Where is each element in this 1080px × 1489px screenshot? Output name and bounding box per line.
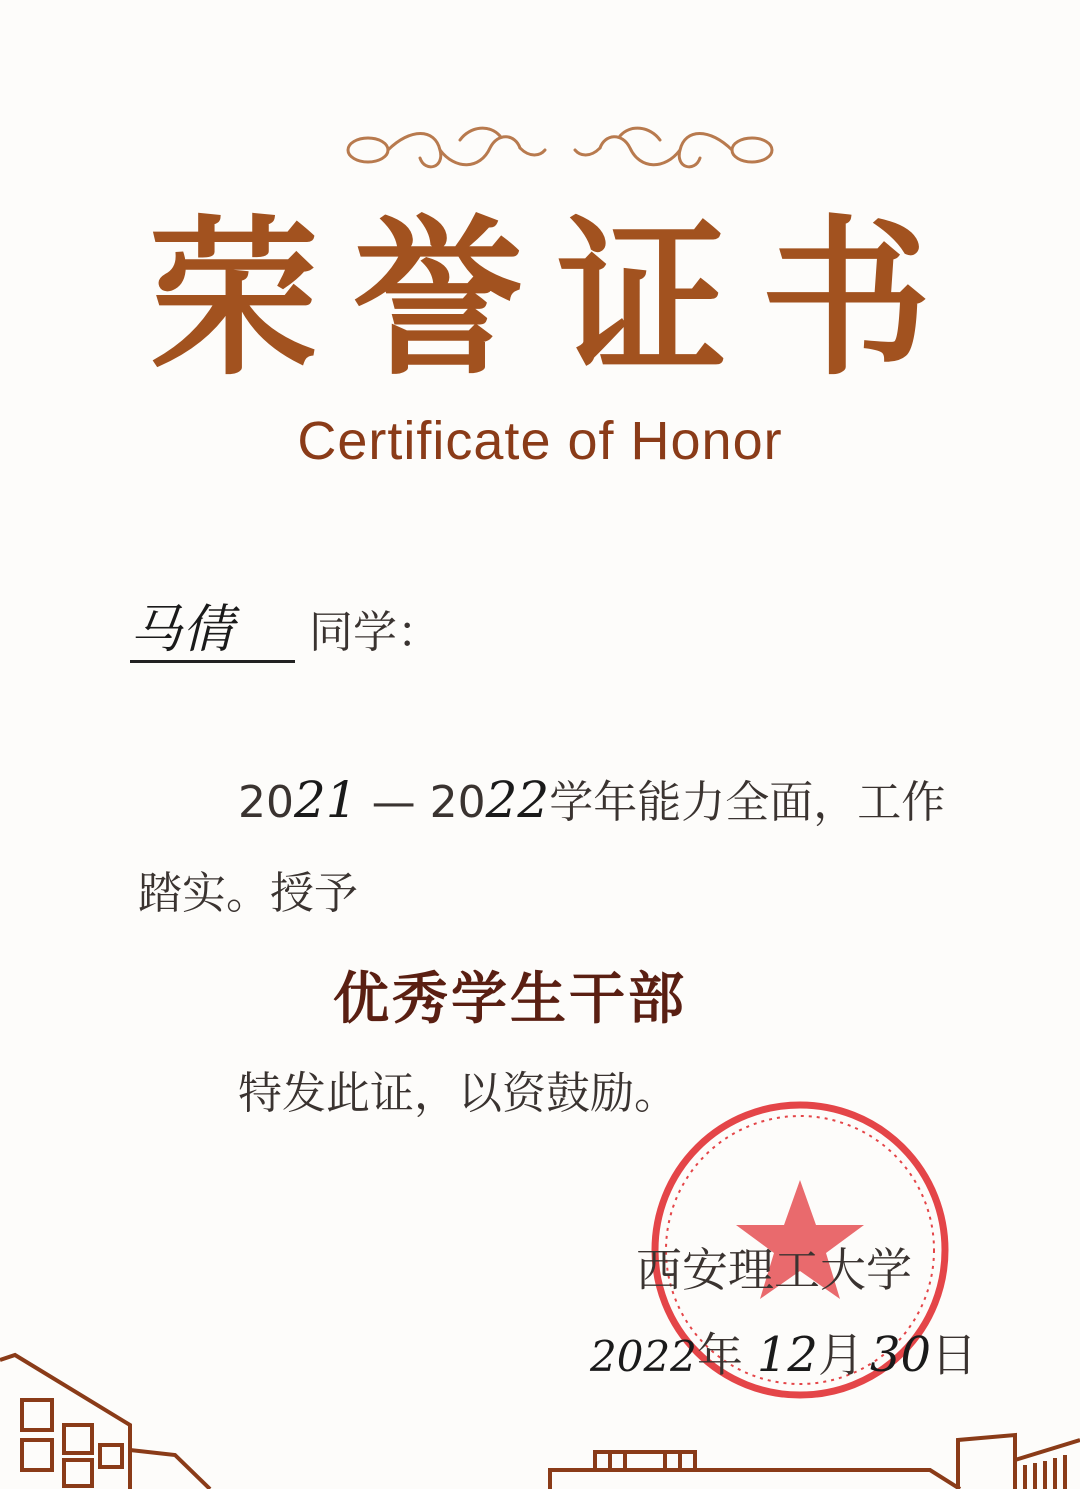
date-year-hand: 2022 xyxy=(590,1332,697,1381)
date-year-label: 年 xyxy=(696,1328,743,1382)
body-line-2: 踏实。授予 xyxy=(138,868,358,919)
recipient-line xyxy=(130,600,441,663)
date-month-label: 月 xyxy=(817,1328,864,1382)
issuer-name: 西安理工大学 xyxy=(636,1243,912,1297)
award-title: 优秀学生干部 xyxy=(333,967,687,1032)
year-start-hand: 21 xyxy=(294,771,358,829)
year-start-prefix: 20 xyxy=(238,777,294,828)
body-line-1-rest: 学年能力全面，工作 xyxy=(549,777,946,828)
ornament-flourish-icon xyxy=(340,118,780,188)
date-day-hand: 30 xyxy=(869,1327,932,1383)
recipient-name: 马倩 xyxy=(130,600,295,663)
closing-text: 特发此证，以资鼓励。 xyxy=(238,1068,678,1119)
certificate-subtitle: Certificate of Honor xyxy=(297,411,783,471)
date-day-label: 日 xyxy=(931,1328,978,1382)
campus-buildings-illustration xyxy=(0,1330,1080,1489)
salutation: 同学： xyxy=(309,607,441,658)
body-line-1 xyxy=(238,770,945,833)
year-dash: — xyxy=(357,777,430,828)
certificate-title: 荣誉证书 xyxy=(148,201,965,399)
year-end-hand: 22 xyxy=(485,771,550,829)
year-end-prefix: 20 xyxy=(429,777,486,828)
date-month-hand: 12 xyxy=(756,1327,818,1383)
